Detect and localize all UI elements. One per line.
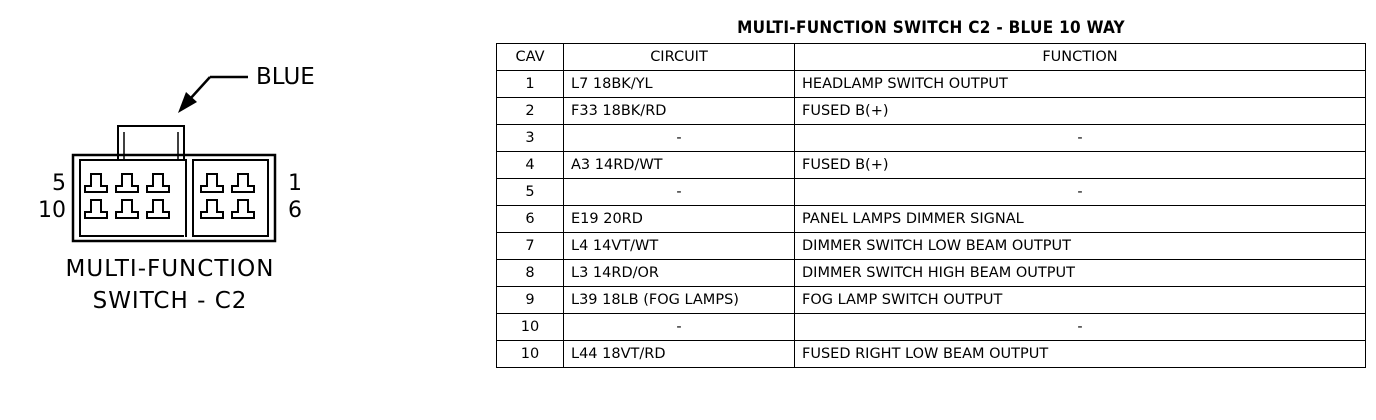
circuit-cell: L4 14VT/WT [564, 233, 795, 260]
terminal-cavity [85, 174, 107, 192]
circuit-cell: - [564, 179, 795, 206]
terminal-cavities [85, 174, 254, 218]
terminal-cavity [147, 174, 169, 192]
terminal-cavity [232, 174, 254, 192]
function-cell: FUSED RIGHT LOW BEAM OUTPUT [795, 341, 1366, 368]
terminal-cavity [201, 200, 223, 218]
table-header-row [497, 44, 1366, 71]
header-function: FUNCTION [795, 44, 1366, 71]
function-cell: DIMMER SWITCH HIGH BEAM OUTPUT [795, 260, 1366, 287]
terminal-cavity [116, 200, 138, 218]
table-row [497, 260, 1366, 287]
terminal-cavity [116, 174, 138, 192]
cav-cell: 2 [497, 98, 564, 125]
function-cell: - [795, 125, 1366, 152]
table-row [497, 206, 1366, 233]
arrow-icon [178, 77, 248, 113]
table-row [497, 287, 1366, 314]
table-row [497, 341, 1366, 368]
circuit-cell: L7 18BK/YL [564, 71, 795, 98]
function-cell: FUSED B(+) [795, 98, 1366, 125]
function-cell: - [795, 314, 1366, 341]
circuit-cell: A3 14RD/WT [564, 152, 795, 179]
pin-label-bottom-right: 6 [288, 198, 302, 223]
pin-label-top-left: 5 [52, 171, 66, 196]
circuit-cell: - [564, 125, 795, 152]
terminal-cavity [147, 200, 169, 218]
table-row [497, 152, 1366, 179]
cav-cell: 10 [497, 314, 564, 341]
connector-drawing [0, 0, 470, 420]
cav-cell: 8 [497, 260, 564, 287]
table-row [497, 125, 1366, 152]
cav-cell: 4 [497, 152, 564, 179]
cav-cell: 9 [497, 287, 564, 314]
circuit-cell: E19 20RD [564, 206, 795, 233]
header-cav: CAV [497, 44, 564, 71]
terminal-cavity [201, 174, 223, 192]
pinout-table [496, 43, 1366, 368]
connector-caption-line1: MULTI-FUNCTION [65, 256, 275, 282]
circuit-cell: - [564, 314, 795, 341]
cav-cell: 3 [497, 125, 564, 152]
pin-label-top-right: 1 [288, 171, 302, 196]
terminal-cavity [85, 200, 107, 218]
cav-cell: 7 [497, 233, 564, 260]
cav-cell: 6 [497, 206, 564, 233]
table-body [497, 71, 1366, 368]
connector-diagram [0, 0, 470, 420]
cav-cell: 1 [497, 71, 564, 98]
circuit-cell: F33 18BK/RD [564, 98, 795, 125]
circuit-cell: L44 18VT/RD [564, 341, 795, 368]
function-cell: FUSED B(+) [795, 152, 1366, 179]
function-cell: DIMMER SWITCH LOW BEAM OUTPUT [795, 233, 1366, 260]
table-row [497, 179, 1366, 206]
cav-cell: 5 [497, 179, 564, 206]
pin-label-bottom-left: 10 [38, 198, 66, 223]
table-row [497, 233, 1366, 260]
circuit-cell: L39 18LB (FOG LAMPS) [564, 287, 795, 314]
connector-caption-line2: SWITCH - C2 [92, 288, 248, 314]
connector-color-label: BLUE [256, 64, 315, 90]
cav-cell: 10 [497, 341, 564, 368]
function-cell: - [795, 179, 1366, 206]
table-title: MULTI-FUNCTION SWITCH C2 - BLUE 10 WAY [737, 18, 1125, 38]
function-cell: FOG LAMP SWITCH OUTPUT [795, 287, 1366, 314]
function-cell: HEADLAMP SWITCH OUTPUT [795, 71, 1366, 98]
table-row [497, 98, 1366, 125]
table-row [497, 71, 1366, 98]
header-circuit: CIRCUIT [564, 44, 795, 71]
function-cell: PANEL LAMPS DIMMER SIGNAL [795, 206, 1366, 233]
circuit-cell: L3 14RD/OR [564, 260, 795, 287]
terminal-cavity [232, 200, 254, 218]
table-row [497, 314, 1366, 341]
